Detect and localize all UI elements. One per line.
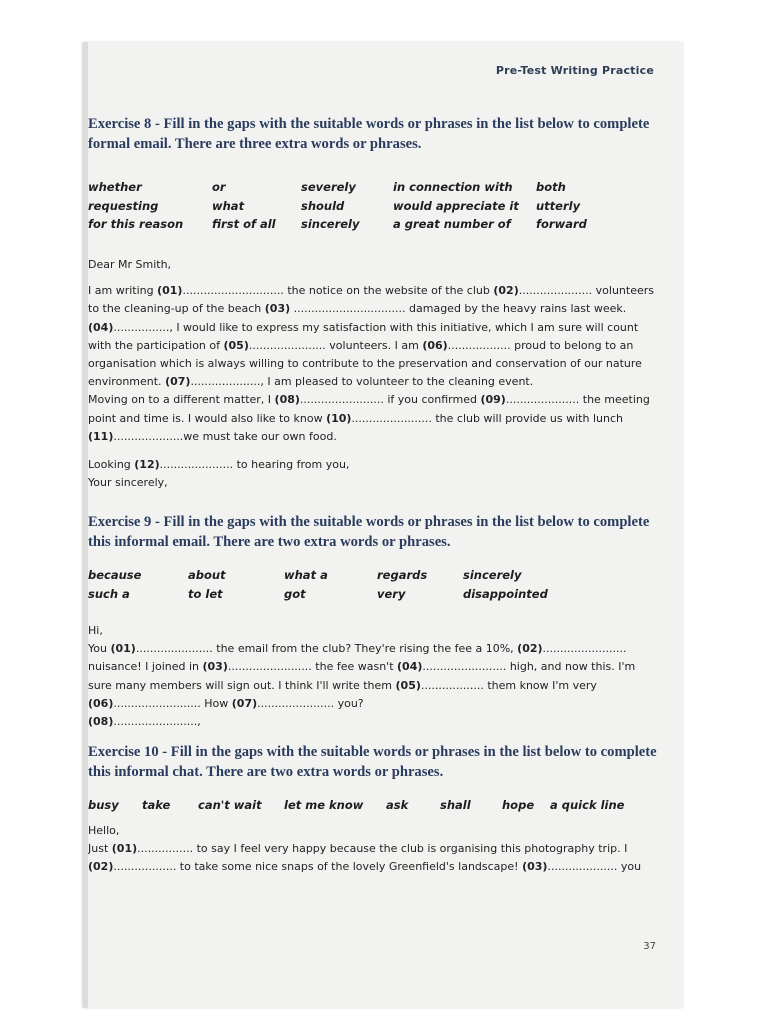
email-line: nuisance! I joined in (03)........................ the fee wasn't (04)........................ high, and now this. I'm — [88, 660, 636, 674]
word-item: for this reason — [88, 217, 184, 231]
word-item: take — [142, 798, 171, 812]
word-column — [536, 178, 587, 234]
exercise-9-word-list — [88, 566, 664, 606]
exercise-9-email — [88, 622, 666, 731]
exercise-10-title-line: this informal chat. There are two extra words or phrases. — [88, 764, 444, 780]
word-item: shall — [440, 798, 471, 812]
word-item: a quick line — [550, 798, 625, 812]
word-column — [188, 566, 226, 603]
word-item: first of all — [212, 217, 276, 231]
word-item: regards — [377, 568, 428, 582]
exercise-10-title — [88, 742, 660, 782]
word-column — [212, 178, 276, 234]
email-line: (06)......................... How (07)...................... you? — [88, 696, 364, 710]
email-line: point and time is. I would also like to know (10)....................... the club will provide us with lunch — [88, 411, 623, 425]
chat-line: (02).................. to take some nice snaps of the lovely Greenfield's landscape! (03).................... you — [88, 860, 642, 874]
exercise-9-title-line: Exercise 9 - Fill in the gaps with the suitable words or phrases in the list below to complete — [88, 514, 650, 530]
email-line: to the cleaning-up of the beach (03) ................................ damaged by the heavy rains last week. — [88, 302, 627, 316]
word-item: because — [88, 568, 142, 582]
word-item: whether — [88, 180, 142, 194]
word-item: sincerely — [463, 568, 522, 582]
exercise-8-title-line: formal email. There are three extra words or phrases. — [88, 136, 422, 152]
email-closing: Looking (12)..................... to hearing from you, — [88, 458, 350, 472]
exercise-10-title-line: Exercise 10 - Fill in the gaps with the suitable words or phrases in the list below to complete — [88, 744, 657, 760]
exercise-8-title — [88, 114, 660, 154]
chat-line: Just (01)................ to say I feel very happy because the club is organising this photography trip. I — [88, 842, 628, 856]
word-item: severely — [301, 180, 356, 194]
word-item: can't wait — [198, 798, 262, 812]
word-column — [301, 178, 360, 234]
word-item: about — [188, 568, 226, 582]
email-line: organisation which is always willing to contribute to the preservation and conservation of our nature — [88, 357, 642, 371]
word-item: sincerely — [301, 217, 360, 231]
word-item: ask — [386, 798, 409, 812]
email-line: environment. (07)...................., I am pleased to volunteer to the cleaning event. — [88, 375, 534, 389]
exercise-10-word-list — [88, 798, 664, 816]
chat-greeting: Hello, — [88, 824, 120, 837]
word-item: such a — [88, 586, 130, 601]
word-item: a great number of — [393, 217, 511, 231]
word-item: let me know — [284, 798, 364, 812]
word-item: requesting — [88, 198, 159, 213]
word-item: hope — [502, 798, 535, 812]
email-signoff: Your sincerely, — [88, 476, 168, 490]
email-line: (11)....................we must take our own food. — [88, 429, 337, 443]
word-item: both — [536, 180, 566, 194]
word-column — [377, 566, 427, 603]
word-item: got — [284, 586, 306, 601]
word-column — [88, 566, 141, 603]
word-item: utterly — [536, 198, 581, 213]
word-item: should — [301, 198, 345, 213]
word-item: very — [377, 586, 406, 601]
word-item: to let — [188, 586, 223, 601]
email-salutation: Dear Mr Smith, — [88, 258, 172, 271]
word-column — [284, 566, 328, 603]
exercise-9-title-line: this informal email. There are two extra words or phrases. — [88, 534, 451, 550]
word-item: in connection with — [393, 180, 513, 194]
exercise-9-title — [88, 512, 660, 552]
email-line: sure many members will sign out. I think I'll write them (05).................. them know I'm very — [88, 678, 597, 692]
email-line: You (01)...................... the email from the club? They're rising the fee a 10%, (02)........................ — [88, 642, 627, 656]
email-line: Moving on to a different matter, I (08)........................ if you confirmed (09)..................... the meeting — [88, 393, 650, 407]
exercise-8-title-line: Exercise 8 - Fill in the gaps with the suitable words or phrases in the list below to complete — [88, 116, 650, 132]
exercise-8-word-list — [88, 178, 664, 238]
page-binding-edge — [84, 42, 88, 1008]
word-item: what a — [284, 568, 328, 582]
email-line: (04)................, I would like to express my satisfaction with this initiative, which I am sure will count — [88, 320, 639, 334]
word-item: busy — [88, 798, 119, 812]
header-title: Pre-Test Writing Practice — [495, 64, 654, 77]
word-item: would appreciate it — [393, 198, 519, 213]
email-line: with the participation of (05)...................... volunteers. I am (06).................. proud to belong to an — [88, 338, 634, 352]
email-line: (08)........................, — [88, 715, 201, 729]
word-column — [463, 566, 548, 603]
word-item: or — [212, 180, 226, 194]
email-greeting: Hi, — [88, 624, 103, 637]
word-item: forward — [536, 217, 587, 231]
word-column — [393, 178, 519, 234]
exercise-10-chat — [88, 822, 666, 877]
word-item: what — [212, 198, 245, 213]
page-header — [496, 64, 654, 77]
word-item: disappointed — [463, 586, 548, 601]
exercise-8-email — [88, 256, 666, 492]
page-number: 37 — [643, 941, 656, 952]
email-line: I am writing (01)............................. the notice on the website of the club (02)..................... volunteers — [88, 284, 654, 298]
document-page — [84, 42, 684, 1008]
word-column — [88, 178, 183, 234]
